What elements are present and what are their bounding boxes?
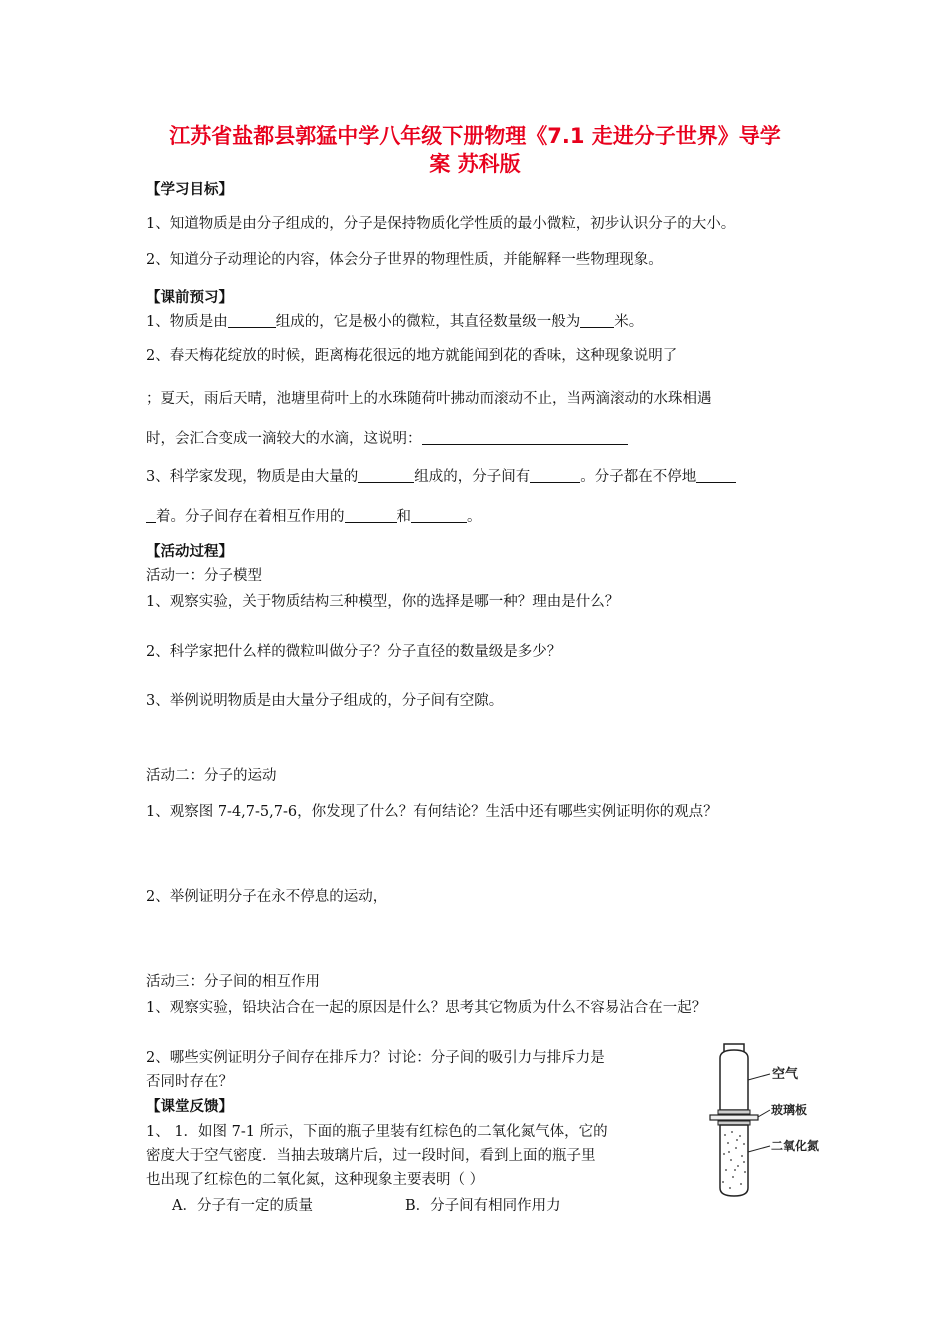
activity-3-question-2-line-2: 否同时存在？ (146, 1074, 233, 1090)
blank-field[interactable] (345, 508, 397, 523)
preview-q3-part-f: 。 (467, 509, 482, 525)
preview-q1-part-a: 1、物质是由 (146, 314, 228, 330)
label-glass-plate: 玻璃板 (771, 1103, 808, 1117)
activity-heading: 【活动过程】 (146, 544, 233, 560)
activity-2-question-2: 2、举例证明分子在永不停息的运动， (146, 889, 388, 905)
activity-1-question-1: 1、观察实验，关于物质结构三种模型，你的选择是哪一种？理由是什么？ (146, 594, 620, 610)
blank-field[interactable] (228, 313, 276, 328)
option-b[interactable]: B．分子间有相同作用力 (405, 1198, 561, 1214)
top-bottle-mouth (718, 1110, 750, 1114)
preview-question-2-line-2: ；夏天，雨后天晴，池塘里荷叶上的水珠随荷叶拂动而滚动不止，当两滴滚动的水珠相遇 (146, 391, 712, 407)
preview-q3-part-e: 和 (396, 509, 411, 525)
label-no2: 二氧化氮 (771, 1139, 820, 1153)
leader-line-no2 (748, 1146, 770, 1152)
glass-plate (710, 1115, 758, 1120)
blank-field[interactable] (146, 508, 156, 523)
activity-3-question-1: 1、观察实验，铅块沾合在一起的原因是什么？思考其它物质为什么不容易沾合在一起？ (146, 1000, 707, 1016)
preview-heading: 【课前预习】 (146, 290, 233, 306)
preview-question-3-line-2 (146, 507, 482, 527)
preview-q3-part-b: 组成的，分子间有 (414, 469, 531, 485)
preview-question-2-line-3 (146, 429, 628, 449)
diffusion-figure (708, 1040, 838, 1210)
leader-line-glass (758, 1110, 770, 1117)
blank-field[interactable] (696, 468, 736, 483)
feedback-question-1-line-2: 密度大于空气密度．当抽去玻璃片后，过一段时间，看到上面的瓶子里 (146, 1148, 596, 1164)
activity-1-question-2: 2、科学家把什么样的微粒叫做分子？分子直径的数量级是多少？ (146, 644, 562, 660)
preview-q3-part-a: 3、科学家发现，物质是由大量的 (146, 469, 359, 485)
preview-q1-part-c: 米。 (614, 314, 644, 330)
goal-item-2: 2、知道分子动理论的内容，体会分子世界的物理性质，并能解释一些物理现象。 (146, 252, 663, 268)
option-a[interactable]: A．分子有一定的质量 (172, 1198, 313, 1214)
activity-3-title: 活动三：分子间的相互作用 (146, 974, 320, 990)
label-air: 空气 (772, 1067, 799, 1082)
blank-field[interactable] (580, 313, 614, 328)
blank-field[interactable] (422, 430, 628, 445)
preview-q2-part-c: 时，会汇合变成一滴较大的水滴，这说明： (146, 431, 422, 447)
bottles-diagram (708, 1040, 838, 1210)
preview-q1-part-b: 组成的，它是极小的微粒，其直径数量级一般为 (275, 314, 581, 330)
preview-question-3-line-1 (146, 467, 736, 487)
goals-heading: 【学习目标】 (146, 182, 233, 198)
title-line-1: 江苏省盐都县郭猛中学八年级下册物理《7.1 走进分子世界》导学 (169, 124, 781, 148)
feedback-heading: 【课堂反馈】 (146, 1099, 233, 1115)
feedback-question-1-line-1: 1、 1．如图 7-1 所示，下面的瓶子里装有红棕色的二氧化氮气体，它的 (146, 1124, 608, 1140)
activity-1-question-3: 3、举例说明物质是由大量分子组成的，分子间有空隙。 (146, 693, 504, 709)
preview-question-1 (146, 312, 643, 332)
activity-3-question-2-line-1: 2、哪些实例证明分子间存在排斥力？讨论：分子间的吸引力与排斥力是 (146, 1050, 605, 1066)
leader-line-air (748, 1074, 770, 1080)
blank-field[interactable] (358, 468, 414, 483)
preview-q3-part-d: 着。分子间存在着相互作用的 (156, 509, 345, 525)
title-line-2: 案 苏科版 (429, 152, 521, 176)
blank-field[interactable] (411, 508, 467, 523)
top-bottle (720, 1050, 748, 1110)
document-title (120, 122, 830, 178)
activity-2-question-1: 1、观察图 7-4,7-5,7-6，你发现了什么？有何结论？生活中还有哪些实例证明你的观点？ (146, 804, 718, 820)
goal-item-1: 1、知道物质是由分子组成的，分子是保持物质化学性质的最小微粒，初步认识分子的大小。 (146, 216, 736, 232)
preview-q3-part-c: 。分子都在不停地 (580, 469, 697, 485)
preview-question-2-line-1: 2、春天梅花绽放的时候，距离梅花很远的地方就能闻到花的香味，这种现象说明了 (146, 348, 678, 364)
blank-field[interactable] (530, 468, 580, 483)
activity-2-title: 活动二：分子的运动 (146, 768, 277, 784)
bottom-bottle (720, 1125, 748, 1196)
activity-1-title: 活动一：分子模型 (146, 568, 262, 584)
feedback-question-1-line-3: 也出现了红棕色的二氧化氮，这种现象主要表明（ ） (146, 1172, 485, 1188)
